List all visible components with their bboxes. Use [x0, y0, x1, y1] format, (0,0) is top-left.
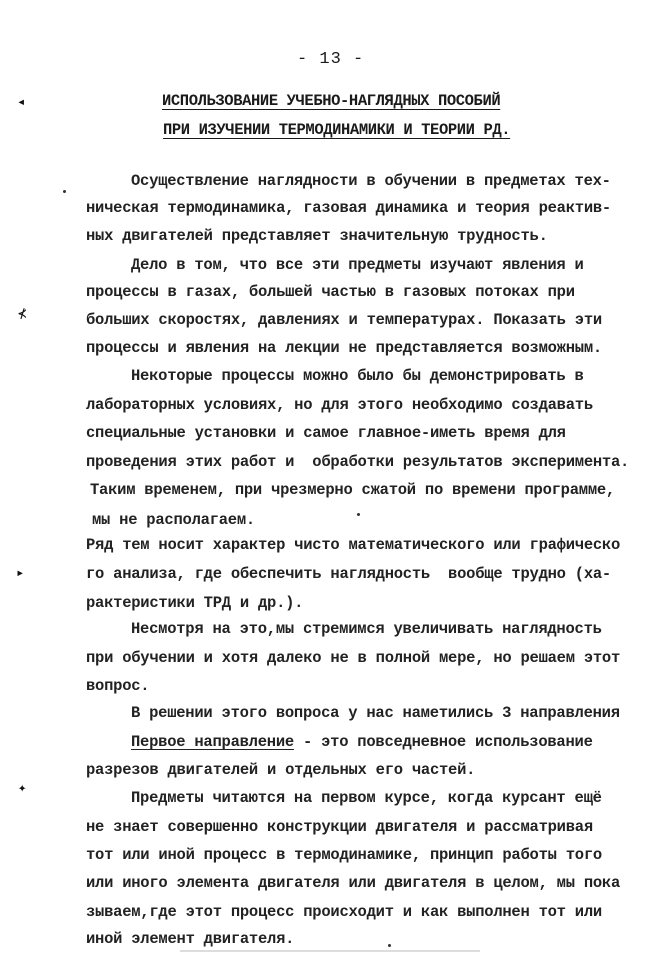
text-line: вопрос.: [86, 677, 150, 695]
scan-edge: [180, 950, 480, 952]
text-line: Таким временем, при чрезмерно сжатой по времени программе,: [90, 481, 615, 499]
title-line-2: ПРИ ИЗУЧЕНИИ ТЕРМОДИНАМИКИ И ТЕОРИИ РД.: [163, 121, 511, 139]
margin-dot: [357, 513, 360, 516]
text-line: не знает совершенно конструкции двигателя и рассматривая: [86, 818, 593, 836]
text-line: больших скоростях, давлениях и температурах. Показать эти: [86, 311, 602, 329]
text-line: Осуществление наглядности в обучении в предметах тех-: [131, 172, 611, 190]
page-number: - 13 -: [297, 50, 365, 69]
text-line: ническая термодинамика, газовая динамика и теория реактив-: [86, 199, 611, 217]
text-line: мы не располагаем.: [92, 511, 255, 529]
text-line: ных двигателей представляет значительную трудность.: [86, 227, 548, 245]
text-line: рактеристики ТРД и др.).: [86, 594, 304, 612]
text-line: Дело в том, что все эти предметы изучают явления и: [131, 256, 584, 274]
first-direction-heading: Первое направление: [131, 733, 294, 751]
margin-mark-icon: ▸: [16, 566, 25, 582]
text-line: Некоторые процессы можно было бы демонстрировать в: [131, 367, 584, 385]
margin-mark-icon: ⊀: [18, 307, 27, 323]
margin-dot: [63, 190, 66, 193]
text-line: тот или иной процесс в термодинамике, принцип работы того: [86, 846, 602, 864]
text-line-first-direction: [131, 733, 593, 751]
text-line: зываем,где этот процесс происходит и как выполнен тот или: [86, 903, 602, 921]
first-direction-text: - это повседневное использование: [293, 733, 593, 751]
text-line: иной элемент двигателя.: [86, 930, 295, 948]
text-line: при обучении и хотя далеко не в полной мере, но решаем этот: [86, 649, 621, 667]
text-line: В решении этого вопроса у нас наметились 3 направления: [131, 704, 620, 722]
margin-mark-icon: ✦: [18, 781, 27, 797]
text-line: разрезов двигателей и отдельных его частей.: [86, 761, 476, 779]
text-line: специальные установки и самое главное-иметь время для: [86, 424, 566, 442]
text-line: Предметы читаются на первом курсе, когда курсант ещё: [131, 789, 602, 807]
text-line: лабораторных условиях, но для этого необходимо создавать: [86, 396, 593, 414]
text-line: проведения этих работ и обработки результатов эксперимента.: [86, 453, 630, 471]
text-line: Ряд тем носит характер чисто математического или графическо: [86, 536, 621, 554]
text-line: процессы и явления на лекции не представляется возможным.: [86, 339, 602, 357]
text-line: го анализа, где обеспечить наглядность вообще трудно (ха-: [86, 565, 611, 583]
text-line: Несмотря на это,мы стремимся увеличивать наглядность: [131, 620, 602, 638]
title-line-1: ИСПОЛЬЗОВАНИЕ УЧЕБНО-НАГЛЯДНЫХ ПОСОБИЙ: [162, 92, 501, 110]
margin-mark-icon: ◂: [17, 95, 26, 111]
text-line: или иного элемента двигателя или двигателя в целом, мы пока: [86, 874, 621, 892]
margin-dot: [388, 944, 391, 947]
text-line: процессы в газах, большей частью в газовых потоках при: [86, 283, 575, 301]
